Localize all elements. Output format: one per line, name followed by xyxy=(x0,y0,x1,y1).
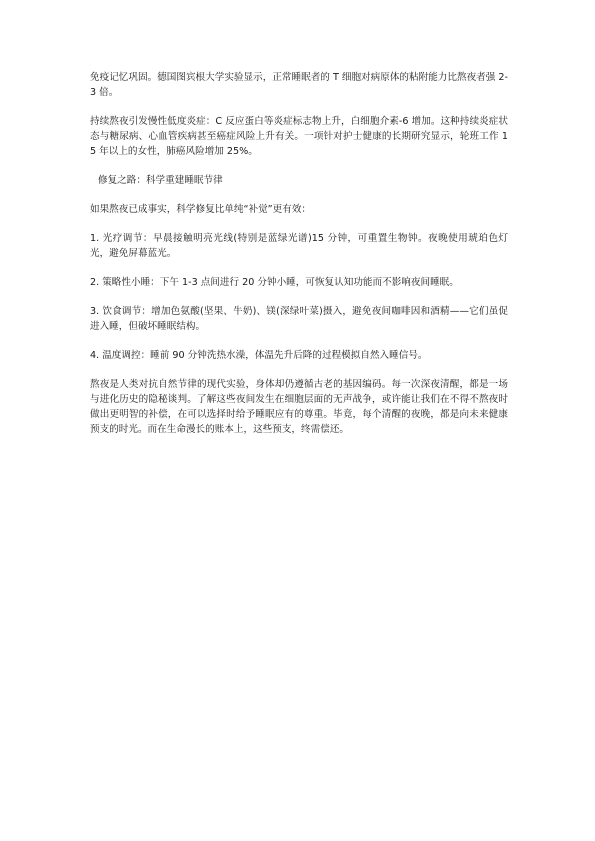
list-item-diet: 3. 饮食调节：增加色氨酸(坚果、牛奶)、镁(深绿叶菜)摄入，避免夜间咖啡因和酒精——它们虽促进入睡，但破坏睡眠结构。 xyxy=(90,306,508,332)
document-body xyxy=(90,70,508,451)
list-item-strategic-nap: 2. 策略性小睡：下午 1-3 点间进行 20 分钟小睡，可恢复认知功能而不影响夜间睡眠。 xyxy=(90,277,459,288)
list-item-temperature: 4. 温度调控：睡前 90 分钟洗热水澡，体温先升后降的过程模拟自然入睡信号。 xyxy=(90,350,428,361)
section-heading: 修复之路：科学重建睡眠节律 xyxy=(98,175,223,186)
paragraph-chronic-inflammation: 持续熬夜引发慢性低度炎症：C 反应蛋白等炎症标志物上升，白细胞介素-6 增加。这种持续炎症状态与糖尿病、心血管疾病甚至癌症风险上升有关。一项针对护士健康的长期研究显示，轮班工作 15 年以上的女性，肺癌风险增加 25%。 xyxy=(90,116,508,157)
paragraph-conclusion: 熬夜是人类对抗自然节律的现代实验，身体却仍遵循古老的基因编码。每一次深夜清醒，都是一场与进化历史的隐秘谈判。了解这些夜间发生在细胞层面的无声战争，或许能让我们在不得不熬夜时做出更明智的补偿，在可以选择时给予睡眠应有的尊重。毕竟，每个清醒的夜晚，都是向未来健康预支的时光。而在生命漫长的账本上，这些预支，终需偿还。 xyxy=(90,379,508,435)
paragraph-immune-memory: 免疫记忆巩固。德国图宾根大学实验显示，正常睡眠者的 T 细胞对病原体的粘附能力比熬夜者强 2-3 倍。 xyxy=(90,72,508,98)
paragraph-intro: 如果熬夜已成事实，科学修复比单纯“补觉”更有效： xyxy=(90,204,312,215)
list-item-light-therapy: 1. 光疗调节：早晨接触明亮光线(特别是蓝绿光谱)15 分钟，可重置生物钟。夜晚使用琥珀色灯光，避免屏幕蓝光。 xyxy=(90,233,508,259)
